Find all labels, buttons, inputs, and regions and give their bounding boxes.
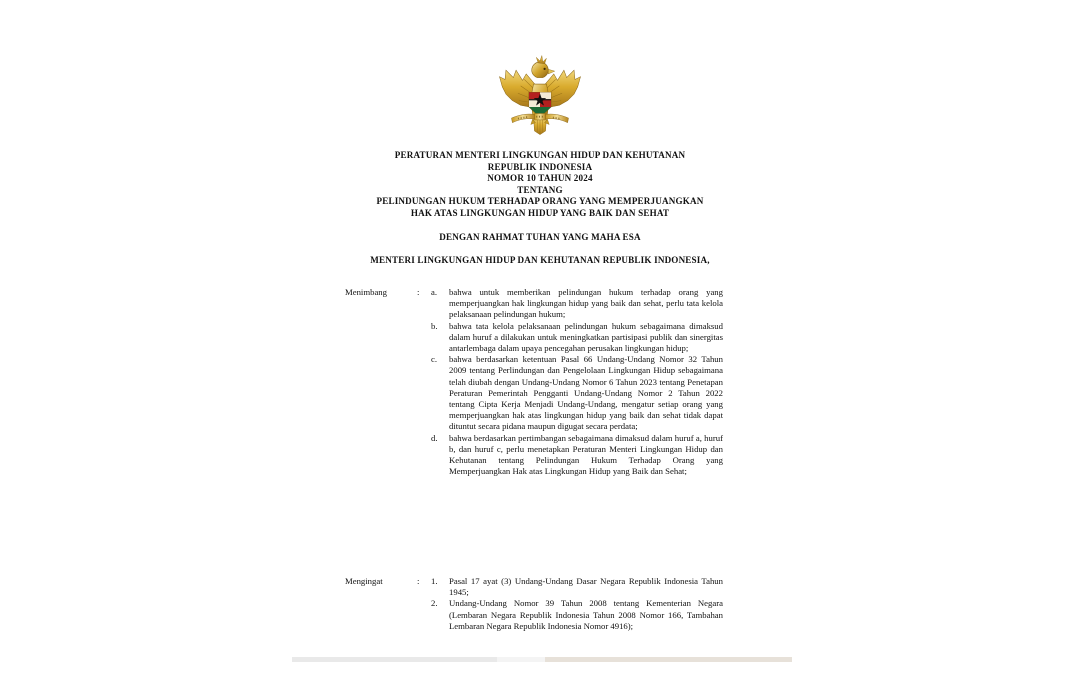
clause-row: [345, 321, 723, 355]
emblem-container: [0, 50, 1080, 147]
mengingat-section: [345, 576, 723, 632]
clause-marker: c.: [431, 354, 438, 365]
clause-marker: 1.: [431, 576, 438, 586]
heading-line-4: TENTANG: [517, 184, 563, 195]
scrollbar-segment-left[interactable]: [292, 657, 497, 662]
clause-text: Pasal 17 ayat (3) Undang-Undang Dasar Negara Republik Indonesia Tahun 1945;: [449, 576, 723, 598]
clause-text: bahwa tata kelola pelaksanaan pelindungan hukum sebagaimana dimaksud dalam huruf a dilakukan untuk meningkatkan partisipasi publik dan sinergitas antarlembaga dalam upaya pencegahan perusakan lingkungan hidup;: [449, 320, 723, 354]
issuer-line: MENTERI LINGKUNGAN HIDUP DAN KEHUTANAN REPUBLIK INDONESIA,: [370, 255, 710, 265]
heading-line-3: NOMOR 10 TAHUN 2024: [487, 173, 593, 184]
clause-marker: 2.: [431, 598, 438, 609]
clause-marker: a.: [431, 287, 438, 297]
clause-row: [345, 433, 723, 478]
clause-row: [345, 354, 723, 432]
invocation-line: DENGAN RAHMAT TUHAN YANG MAHA ESA: [439, 232, 641, 242]
clause-text: bahwa berdasarkan pertimbangan sebagaimana dimaksud dalam huruf a, huruf b, dan huruf c, perlu menetapkan Peraturan Menteri Lingkungan Hidup dan Kehutanan tentang Pelindungan Hukum Terhadap Orang yang Memperjuangkan Hak atas Lingkungan Hidup yang Baik dan Sehat;: [449, 432, 723, 477]
clause-marker: b.: [431, 320, 438, 331]
heading-line-2: REPUBLIK INDONESIA: [487, 161, 593, 172]
document-heading: [280, 150, 800, 220]
heading-line-1: PERATURAN MENTERI LINGKUNGAN HIDUP DAN KEHUTANAN: [394, 150, 686, 160]
clause-text: bahwa berdasarkan ketentuan Pasal 66 Undang-Undang Nomor 32 Tahun 2009 tentang Perlindungan dan Pengelolaan Lingkungan Hidup sebagaimana telah diubah dengan Undang-Undang Nomor 6 Tahun 2023 tentang Penetapan Peraturan Pemerintah Pengganti Undang-Undang Nomor 2 Tahun 2022 tentang Cipta Kerja Menjadi Undang-Undang, mengatur setiap orang yang memperjuangkan hak atas lingkungan hidup yang baik dan sehat tidak dapat dituntut secara pidana maupun digugat secara perdata;: [449, 354, 723, 432]
clause-text: Undang-Undang Nomor 39 Tahun 2008 tentang Kementerian Negara (Lembaran Negara Republik Indonesia Tahun 2008 Nomor 166, Tambahan Lembaran Negara Republik Indonesia Nomor 4916);: [449, 598, 723, 631]
menimbang-section: [345, 287, 723, 477]
scrollbar-segment-right[interactable]: [545, 657, 792, 662]
heading-line-5: PELINDUNGAN HUKUM TERHADAP ORANG YANG MEMPERJUANGKAN: [376, 196, 704, 207]
menimbang-label: Menimbang: [345, 287, 387, 297]
heading-line-6: HAK ATAS LINGKUNGAN HIDUP YANG BAIK DAN SEHAT: [410, 207, 670, 218]
garuda-pancasila-emblem: [494, 50, 586, 142]
clause-row: [345, 287, 723, 321]
page-bottom-scrollbar[interactable]: [292, 657, 792, 662]
mengingat-colon: :: [417, 576, 420, 586]
clause-row: [345, 576, 723, 598]
clause-row: [345, 598, 723, 632]
clause-text: bahwa untuk memberikan pelindungan hukum terhadap orang yang memperjuangkan hak lingkungan hidup yang baik dan sehat, perlu tata kelola pelaksanaan pelindungan hukum;: [449, 287, 723, 320]
menimbang-colon: :: [417, 287, 420, 297]
mengingat-label: Mengingat: [345, 576, 383, 586]
scrollbar-segment-middle[interactable]: [497, 657, 545, 662]
clause-marker: d.: [431, 432, 438, 443]
